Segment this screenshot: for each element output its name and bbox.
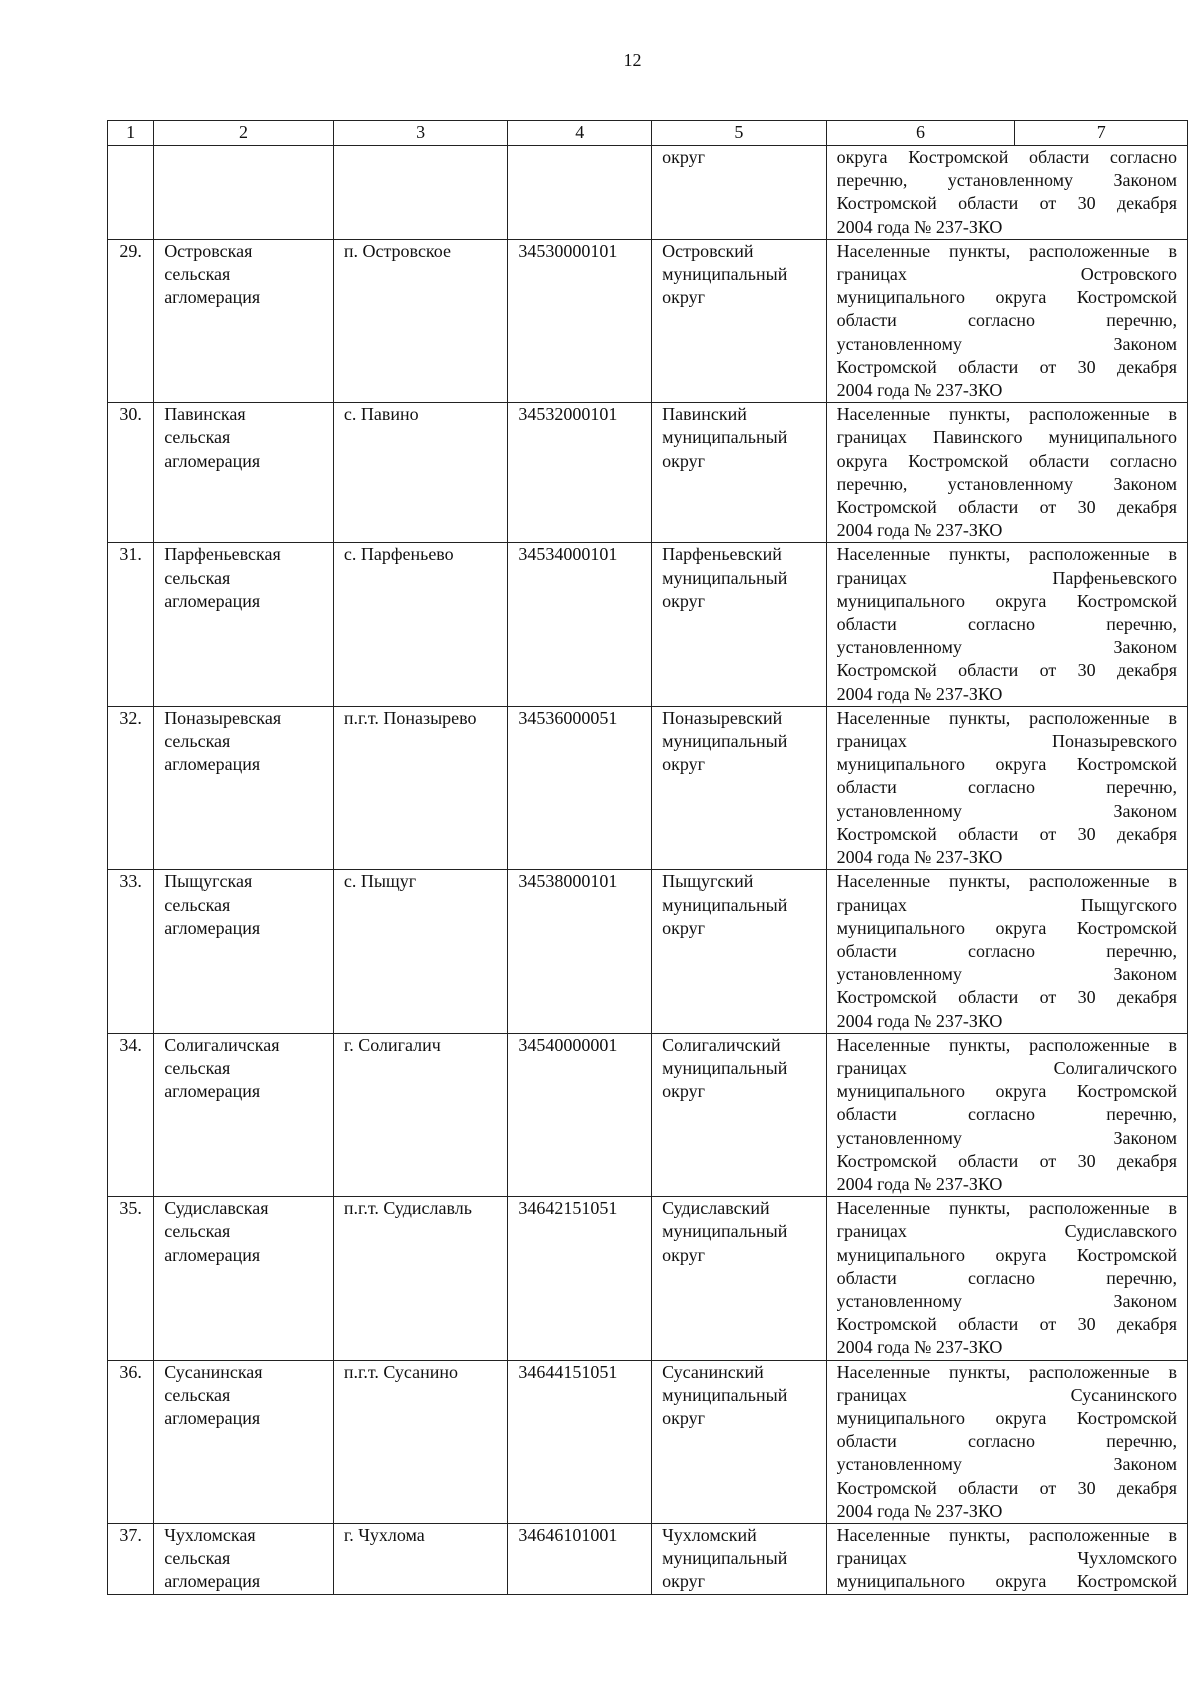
description-line: Населенные пункты, расположенные в	[836, 404, 1177, 425]
description-line: 2004 года № 237-ЗКО	[836, 847, 1003, 868]
name-line: Чухломская	[164, 1524, 256, 1545]
district-line: Поназыревский	[662, 707, 783, 728]
table-row	[108, 239, 1188, 402]
cell-center: с. Пыщуг	[333, 870, 508, 1033]
cell-num: 37.	[108, 1523, 154, 1594]
description-line: муниципального округа Костромской	[836, 1571, 1177, 1592]
cell-code	[508, 146, 652, 240]
name-line: Островская	[164, 240, 253, 261]
description-line: границах Павинского муниципального	[836, 427, 1177, 448]
cell-code: 34532000101	[508, 403, 652, 543]
name-line: сельская	[164, 1057, 231, 1078]
table-row	[108, 1197, 1188, 1360]
district-line: Павинский	[662, 404, 747, 425]
description-line: Населенные пункты, расположенные в	[836, 544, 1177, 565]
cell-name	[154, 1033, 334, 1196]
name-line: Поназыревская	[164, 707, 282, 728]
district-line: Чухломский	[662, 1524, 757, 1545]
description-line: 2004 года № 237-ЗКО	[836, 683, 1003, 704]
description-line: границах Сусанинского	[836, 1384, 1177, 1405]
cell-code: 34534000101	[508, 543, 652, 706]
description-line: области согласно перечню,	[836, 940, 1177, 961]
description-line: Костромской области от 30 декабря	[836, 823, 1177, 844]
cell-name	[154, 1360, 334, 1523]
cell-district	[652, 1523, 827, 1594]
description-line: 2004 года № 237-ЗКО	[836, 1173, 1003, 1194]
district-line: округ	[662, 450, 705, 471]
table-row	[108, 543, 1188, 706]
district-line: округ	[662, 754, 705, 775]
description-line: муниципального округа Костромской	[836, 1081, 1177, 1102]
district-line: Островский	[662, 240, 754, 261]
district-line: муниципальный	[662, 1384, 788, 1405]
description-line: округа Костромской области согласно	[836, 450, 1177, 471]
district-line: округ	[662, 287, 705, 308]
name-line: агломерация	[164, 1244, 261, 1265]
cell-code: 34530000101	[508, 239, 652, 402]
district-line: округ	[662, 1244, 705, 1265]
name-line: Павинская	[164, 404, 246, 425]
district-line: муниципальный	[662, 567, 788, 588]
table-row	[108, 1033, 1188, 1196]
table-row	[108, 870, 1188, 1033]
cell-description	[826, 146, 1187, 240]
district-line: муниципальный	[662, 427, 788, 448]
cell-center: п.г.т. Судиславль	[333, 1197, 508, 1360]
name-line: сельская	[164, 264, 231, 285]
description-line: муниципального округа Костромской	[836, 1244, 1177, 1265]
cell-description	[826, 1033, 1187, 1196]
description-line: границах Поназыревского	[836, 731, 1177, 752]
description-line: Населенные пункты, расположенные в	[836, 240, 1177, 261]
cell-center	[333, 146, 508, 240]
cell-district	[652, 1033, 827, 1196]
description-line: Костромской области от 30 декабря	[836, 497, 1177, 518]
cell-description	[826, 543, 1187, 706]
cell-district	[652, 1197, 827, 1360]
description-line: Населенные пункты, расположенные в	[836, 1524, 1177, 1545]
cell-description	[826, 1523, 1187, 1594]
cell-name	[154, 870, 334, 1033]
page-number: 12	[623, 50, 642, 70]
name-line: Парфеньевская	[164, 544, 281, 565]
district-line: округ	[662, 1407, 705, 1428]
description-line: области согласно перечню,	[836, 310, 1177, 331]
description-line: Костромской области от 30 декабря	[836, 987, 1177, 1008]
name-line: Судиславская	[164, 1198, 269, 1219]
cell-num: 33.	[108, 870, 154, 1033]
description-line: границах Парфеньевского	[836, 567, 1177, 588]
name-line: сельская	[164, 894, 231, 915]
name-line: агломерация	[164, 450, 261, 471]
cell-center: г. Чухлома	[333, 1523, 508, 1594]
description-line: установленному Законом	[836, 1454, 1177, 1475]
cell-district	[652, 706, 827, 869]
description-line: муниципального округа Костромской	[836, 1407, 1177, 1428]
description-line: области согласно перечню,	[836, 1104, 1177, 1125]
district-line: округ	[662, 1571, 705, 1592]
description-line: 2004 года № 237-ЗКО	[836, 216, 1003, 237]
name-line: агломерация	[164, 287, 261, 308]
description-line: перечню, установленному Законом	[836, 473, 1177, 494]
cell-district	[652, 543, 827, 706]
cell-num: 36.	[108, 1360, 154, 1523]
cell-code: 34540000001	[508, 1033, 652, 1196]
district-line: округ	[662, 1081, 705, 1102]
name-line: сельская	[164, 427, 231, 448]
description-line: 2004 года № 237-ЗКО	[836, 1337, 1003, 1358]
cell-name	[154, 239, 334, 402]
cell-description	[826, 403, 1187, 543]
description-line: Населенные пункты, расположенные в	[836, 1198, 1177, 1219]
cell-num: 32.	[108, 706, 154, 869]
description-line: Костромской области от 30 декабря	[836, 1477, 1177, 1498]
col-header-1: 1	[108, 121, 154, 146]
cell-name	[154, 403, 334, 543]
description-line: установленному Законом	[836, 800, 1177, 821]
district-line: Пыщугский	[662, 871, 754, 892]
cell-description	[826, 1360, 1187, 1523]
description-line: Костромской области от 30 декабря	[836, 1314, 1177, 1335]
description-line: Костромской области от 30 декабря	[836, 193, 1177, 214]
cell-district: округ	[652, 146, 827, 240]
description-line: Костромской области от 30 декабря	[836, 356, 1177, 377]
name-line: агломерация	[164, 754, 261, 775]
description-line: установленному Законом	[836, 1127, 1177, 1148]
description-line: Населенные пункты, расположенные в	[836, 871, 1177, 892]
cell-code: 34538000101	[508, 870, 652, 1033]
name-line: агломерация	[164, 1081, 261, 1102]
description-line: области согласно перечню,	[836, 614, 1177, 635]
name-line: Сусанинская	[164, 1361, 263, 1382]
cell-num: 35.	[108, 1197, 154, 1360]
name-line: сельская	[164, 1548, 231, 1569]
col-header-6: 6	[826, 121, 1015, 146]
description-line: области согласно перечню,	[836, 1431, 1177, 1452]
settlements-table	[107, 120, 1188, 1595]
description-line: границах Островского	[836, 264, 1177, 285]
cell-num: 29.	[108, 239, 154, 402]
continuation-row	[108, 146, 1188, 240]
cell-description	[826, 1197, 1187, 1360]
district-line: Судиславский	[662, 1198, 770, 1219]
name-line: агломерация	[164, 590, 261, 611]
district-line: Сусанинский	[662, 1361, 764, 1382]
cell-district	[652, 870, 827, 1033]
table-row	[108, 1523, 1188, 1594]
cell-code: 34536000051	[508, 706, 652, 869]
description-line: муниципального округа Костромской	[836, 590, 1177, 611]
district-line: Парфеньевский	[662, 544, 782, 565]
cell-code: 34646101001	[508, 1523, 652, 1594]
district-line: Солигаличский	[662, 1034, 781, 1055]
district-line: муниципальный	[662, 264, 788, 285]
description-line: округа Костромской области согласно	[836, 147, 1177, 167]
cell-name	[154, 706, 334, 869]
description-line: Населенные пункты, расположенные в	[836, 1361, 1177, 1382]
description-line: Населенные пункты, расположенные в	[836, 1034, 1177, 1055]
district-line: округ	[662, 917, 705, 938]
cell-name	[154, 1197, 334, 1360]
cell-center: с. Парфеньево	[333, 543, 508, 706]
description-line: области согласно перечню,	[836, 777, 1177, 798]
description-line: Костромской области от 30 декабря	[836, 660, 1177, 681]
district-line: муниципальный	[662, 1548, 788, 1569]
cell-name	[154, 146, 334, 240]
cell-code: 34644151051	[508, 1360, 652, 1523]
description-line: 2004 года № 237-ЗКО	[836, 1010, 1003, 1031]
col-header-3: 3	[333, 121, 508, 146]
cell-center: с. Павино	[333, 403, 508, 543]
cell-description	[826, 706, 1187, 869]
cell-description	[826, 870, 1187, 1033]
description-line: установленному Законом	[836, 964, 1177, 985]
cell-name	[154, 1523, 334, 1594]
header-row	[108, 121, 1188, 146]
cell-district	[652, 403, 827, 543]
description-line: 2004 года № 237-ЗКО	[836, 380, 1003, 401]
description-line: муниципального округа Костромской	[836, 754, 1177, 775]
cell-center: п.г.т. Сусанино	[333, 1360, 508, 1523]
cell-description	[826, 239, 1187, 402]
description-line: 2004 года № 237-ЗКО	[836, 520, 1003, 541]
description-line: установленному Законом	[836, 637, 1177, 658]
cell-code: 34642151051	[508, 1197, 652, 1360]
name-line: сельская	[164, 1384, 231, 1405]
cell-num: 34.	[108, 1033, 154, 1196]
cell-name	[154, 543, 334, 706]
col-header-5: 5	[652, 121, 827, 146]
name-line: агломерация	[164, 917, 261, 938]
cell-district	[652, 1360, 827, 1523]
col-header-4: 4	[508, 121, 652, 146]
district-line: муниципальный	[662, 1057, 788, 1078]
district-line: округ	[662, 590, 705, 611]
district-line: муниципальный	[662, 1221, 788, 1242]
cell-center: г. Солигалич	[333, 1033, 508, 1196]
description-line: Костромской области от 30 декабря	[836, 1150, 1177, 1171]
cell-num	[108, 146, 154, 240]
cell-num: 30.	[108, 403, 154, 543]
name-line: Солигаличская	[164, 1034, 280, 1055]
cell-center: п.г.т. Поназырево	[333, 706, 508, 869]
table-row	[108, 1360, 1188, 1523]
description-line: границах Судиславского	[836, 1221, 1177, 1242]
description-line: установленному Законом	[836, 1290, 1177, 1311]
name-line: Пыщугская	[164, 871, 253, 892]
cell-num: 31.	[108, 543, 154, 706]
name-line: сельская	[164, 731, 231, 752]
description-line: границах Чухломского	[836, 1548, 1177, 1569]
description-line: границах Солигаличского	[836, 1057, 1177, 1078]
district-line: муниципальный	[662, 731, 788, 752]
name-line: агломерация	[164, 1407, 261, 1428]
description-line: муниципального округа Костромской	[836, 287, 1177, 308]
description-line: перечню, установленному Законом	[836, 170, 1177, 191]
description-line: муниципального округа Костромской	[836, 917, 1177, 938]
col-header-7: 7	[1015, 121, 1188, 146]
table-row	[108, 403, 1188, 543]
description-line: Населенные пункты, расположенные в	[836, 707, 1177, 728]
name-line: сельская	[164, 1221, 231, 1242]
district-line: муниципальный	[662, 894, 788, 915]
table-row	[108, 706, 1188, 869]
name-line: сельская	[164, 567, 231, 588]
description-line: установленному Законом	[836, 333, 1177, 354]
description-line: области согласно перечню,	[836, 1267, 1177, 1288]
cell-center: п. Островское	[333, 239, 508, 402]
cell-district	[652, 239, 827, 402]
col-header-2: 2	[154, 121, 334, 146]
name-line: агломерация	[164, 1571, 261, 1592]
description-line: границах Пыщугского	[836, 894, 1177, 915]
description-line: 2004 года № 237-ЗКО	[836, 1500, 1003, 1521]
